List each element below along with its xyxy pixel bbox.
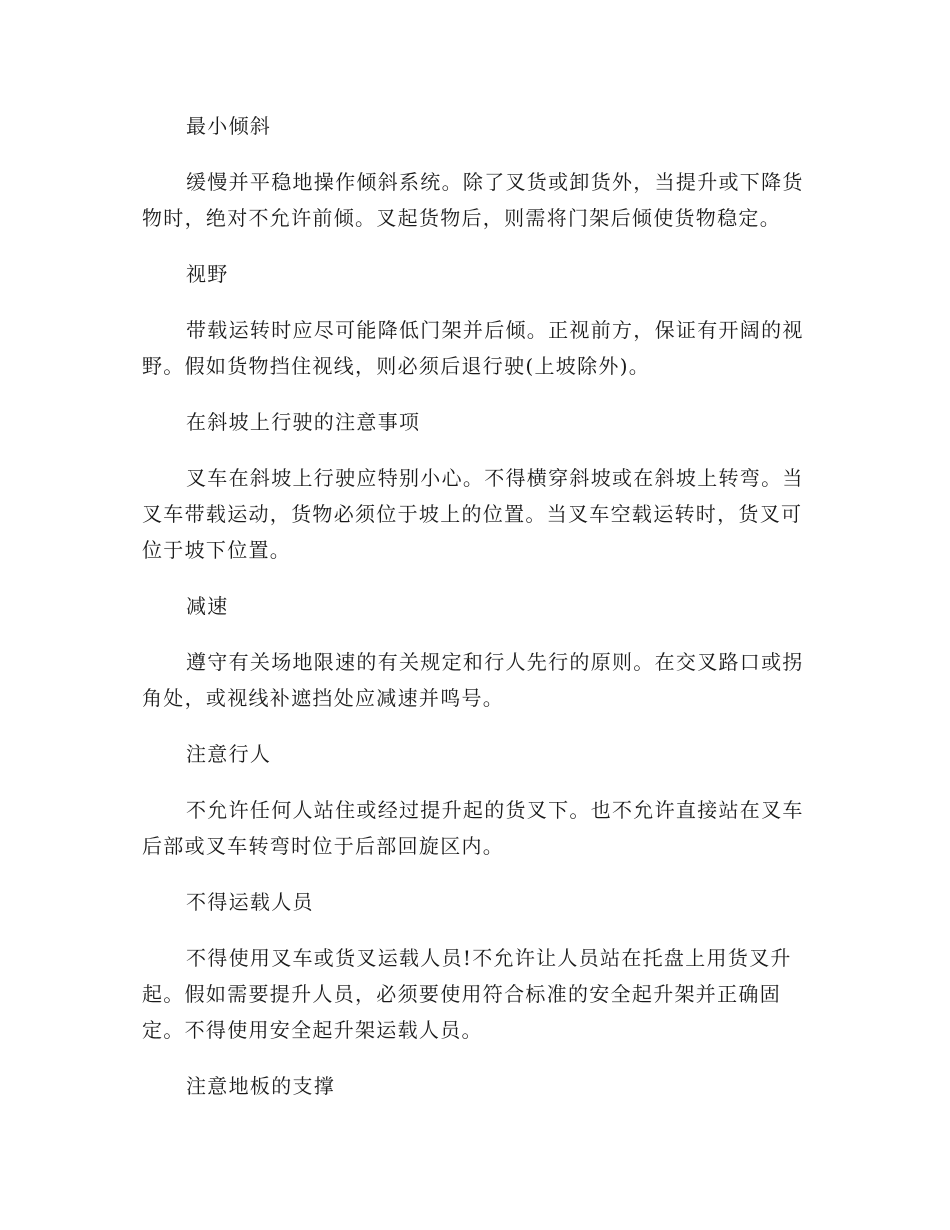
section-body-pedestrians: 不允许任何人站住或经过提升起的货叉下。也不允许直接站在叉车后部或叉车转弯时位于后部回旋区内。 (142, 798, 804, 858)
section-body-visibility: 带载运转时应尽可能降低门架并后倾。正视前方，保证有开阔的视野。假如货物挡住视线，则必须后退行驶(上坡除外)。 (142, 318, 804, 378)
section-heading-visibility: 视野 (186, 262, 229, 286)
section-body-slope: 叉车在斜坡上行驶应特别小心。不得横穿斜坡或在斜坡上转弯。当叉车带载运动，货物必须位于坡上的位置。当叉车空载运转时，货叉可位于坡下位置。 (142, 466, 804, 562)
section-body-no-passengers: 不得使用叉车或货叉运载人员!不允许让人员站在托盘上用货叉升起。假如需要提升人员，必须要使用符合标准的安全起升架并正确固定。不得使用安全起升架运载人员。 (142, 946, 792, 1042)
section-heading-slope: 在斜坡上行驶的注意事项 (186, 410, 421, 434)
section-body-min-tilt: 缓慢并平稳地操作倾斜系统。除了叉货或卸货外，当提升或下降货物时，绝对不允许前倾。叉起货物后，则需将门架后倾使货物稳定。 (142, 170, 804, 230)
section-heading-slow-down: 减速 (186, 594, 229, 618)
section-heading-floor-support: 注意地板的支撑 (186, 1074, 336, 1098)
section-heading-no-passengers: 不得运载人员 (186, 890, 314, 914)
document-content (142, 108, 806, 1124)
section-heading-min-tilt: 最小倾斜 (186, 114, 272, 138)
section-body-slow-down: 遵守有关场地限速的有关规定和行人先行的原则。在交叉路口或拐角处，或视线补遮挡处应减速并鸣号。 (142, 650, 804, 710)
section-heading-pedestrians: 注意行人 (186, 742, 272, 766)
